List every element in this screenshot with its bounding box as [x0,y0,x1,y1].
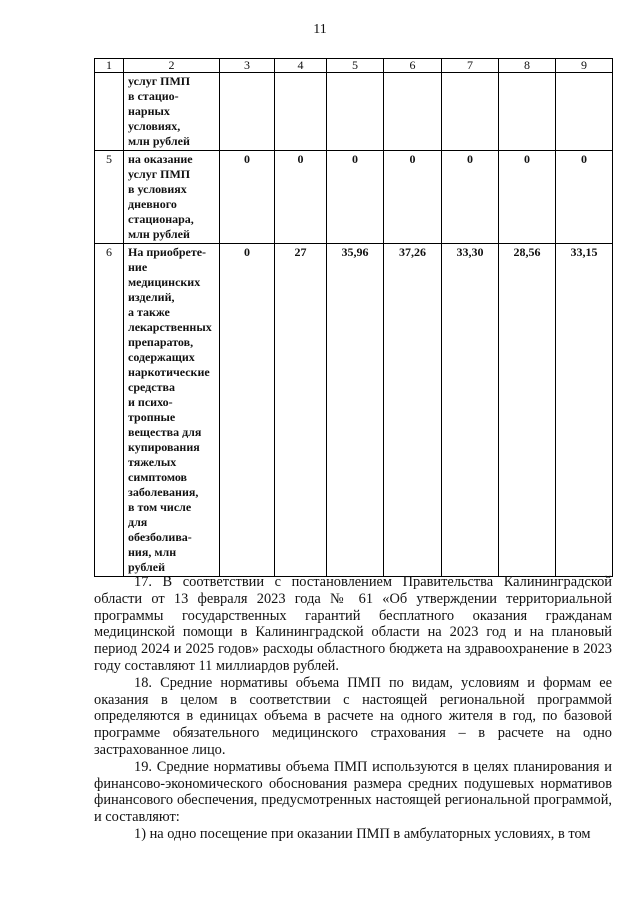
paragraph-19: 19. Средние нормативы объема ПМП используются в целях планирования и финансово-экономического обоснования размера средних подушевых нормативов финансового обеспечения, предусмотренных настоящей региональной программой, и составляют: [94,758,612,826]
column-header: 6 [384,59,442,73]
column-header: 3 [220,59,275,73]
table-cell [220,73,275,151]
table-cell: 0 [442,151,499,244]
table-cell [556,73,613,151]
table-cell [499,73,556,151]
column-header: 2 [124,59,220,73]
table-cell: 0 [220,244,275,577]
body-text [94,574,612,843]
paragraph-item-1: 1) на одно посещение при оказании ПМП в амбулаторных условиях, в том [134,825,591,842]
column-header: 9 [556,59,613,73]
page-number: 11 [313,22,327,37]
table-header-row [95,59,613,73]
table-cell [384,73,442,151]
row-label: На приобрете- ние медицинских изделий, а также лекарственных препаратов, содержащих наркотические средства и психо- тропные вещества для купирования тяжелых симптомов заболевания, в том числе для обезболива- ния, млн рублей [124,244,220,577]
table-cell [275,73,327,151]
table-cell [442,73,499,151]
row-number [95,73,124,151]
row-label: на оказание услуг ПМП в условиях дневного стационара, млн рублей [124,151,220,244]
data-table [94,58,613,577]
column-header: 5 [327,59,384,73]
table-cell: 35,96 [327,244,384,577]
paragraph-18: 18. Средние нормативы объема ПМП по видам, условиям и формам ее оказания в целом в соответствии с настоящей региональной программой определяются в единицах объема в расчете на одного жителя в год, по базовой программе обязательного медицинского страхования – в расчете на одно застрахованное лицо. [94,674,612,758]
paragraph-17: 17. В соответствии с постановлением Правительства Калининградской области от 13 февраля 2023 года № 61 «Об утверждении территориальной программы государственных гарантий бесплатного оказания гражданам медицинской помощи в Калининградской области на 2023 год и на плановый период 2024 и 2025 годов» расходы областного бюджета на здравоохранение в 2023 году составляют 11 миллиардов рублей. [94,574,612,674]
table-cell: 0 [499,151,556,244]
table-cell: 33,30 [442,244,499,577]
row-label: услуг ПМП в стацио- нарных условиях, млн рублей [124,73,220,151]
row-number: 5 [95,151,124,244]
column-header: 7 [442,59,499,73]
table-cell: 0 [327,151,384,244]
table-row [95,244,613,577]
row-number: 6 [95,244,124,577]
table-cell: 0 [275,151,327,244]
table-cell: 27 [275,244,327,577]
table-cell: 33,15 [556,244,613,577]
table-cell: 37,26 [384,244,442,577]
column-header: 8 [499,59,556,73]
table-cell: 0 [384,151,442,244]
table-cell [327,73,384,151]
table-cell: 28,56 [499,244,556,577]
column-header: 4 [275,59,327,73]
table-row [95,151,613,244]
table-cell: 0 [220,151,275,244]
column-header: 1 [95,59,124,73]
table-cell: 0 [556,151,613,244]
table-row [95,73,613,151]
